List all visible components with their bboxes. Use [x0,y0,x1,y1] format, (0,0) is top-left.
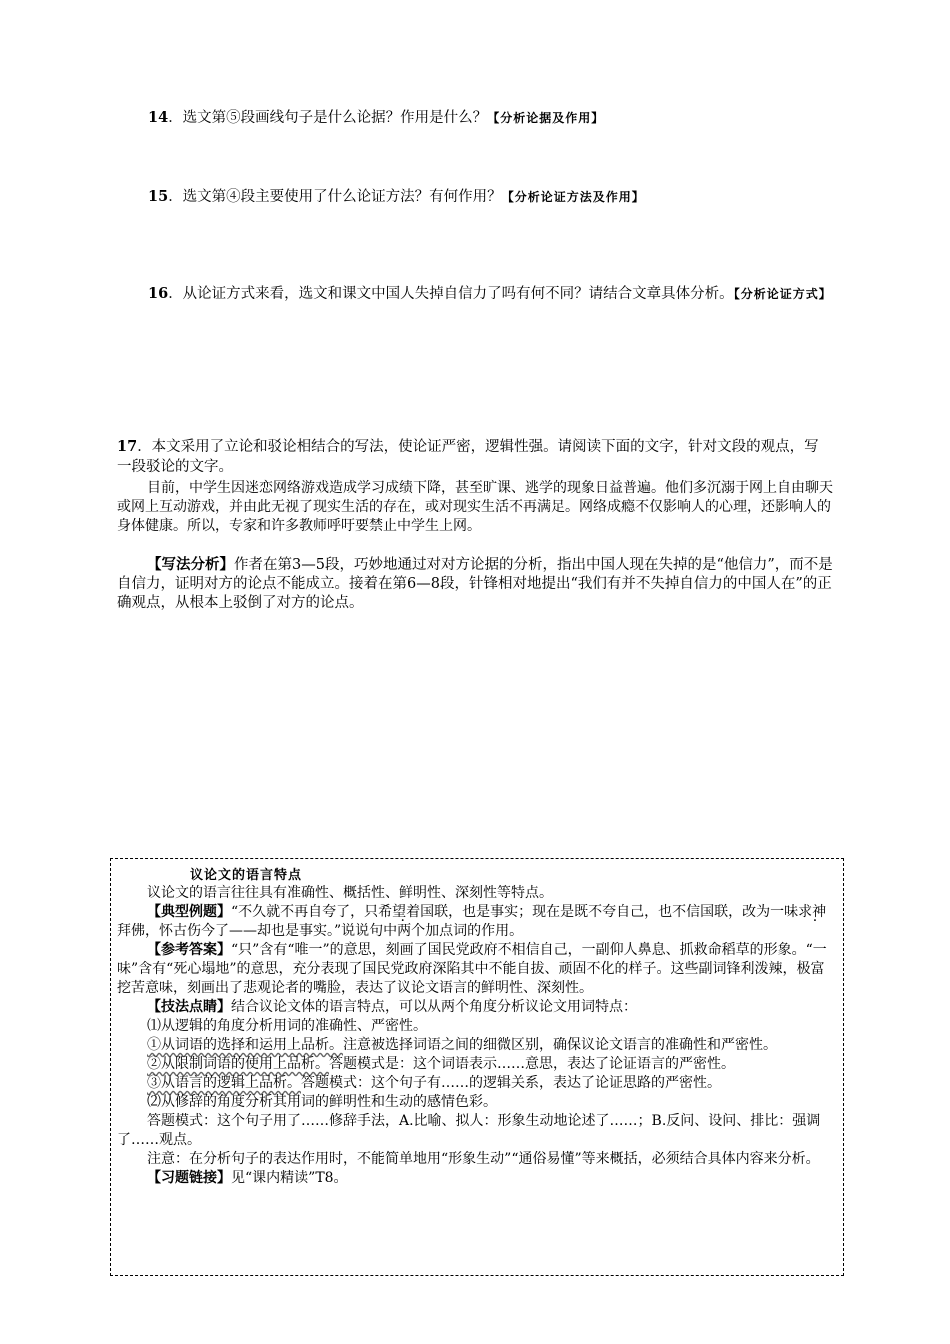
typical-example [117,903,837,941]
question-14-number: 14 [148,109,169,126]
question-15 [148,187,645,207]
question-17-number: 17 [117,438,138,455]
tip-2: ⑵从修辞的角度分析其用词的鲜明性和生动的感情色彩。 [147,1094,497,1110]
tip-1a-rest: 注意被选择词语之间的细微区别，确保议论文语言的准确性和严密性。 [343,1037,777,1053]
link-text: 见“课内精读”T8。 [231,1170,348,1186]
box-intro: 议论文的语言往往具有准确性、概括性、鲜明性、深刻性等特点。 [147,885,553,901]
example-text-b: 希望着国联，也是事实；现在是既不夸自己，也不信国联，改为 [378,904,771,920]
tip-1c [117,1074,837,1093]
tip-1b [117,1055,837,1074]
question-15-text: ．选文第④段主要使用了什么论证方法？有何作用？ [168,189,502,205]
tips-text: 结合议论文体的语言特点，可以从两个角度分析议论文用词特点： [231,999,637,1015]
question-17-text: ．本文采用了立论和驳论相结合的写法，使论证严密，逻辑性强。请阅读下面的文字，针对文段的观点，写一段驳论的文字。 [117,439,819,475]
exercise-link [117,1169,837,1188]
question-15-number: 15 [148,188,169,205]
dotted-word-1: 只 · [364,904,378,920]
question-14-tag: 【分析论据及作用】 [487,111,605,125]
technique-tips [117,998,837,1017]
tip-1a-head: ①从词语的选择和运用上品析。 [147,1037,343,1053]
question-17 [117,437,833,477]
tip-2-mode: 答题模式：这个句子用了……修辞手法，A.比喻、拟人：形象生动地论述了……；B.反问、设问、排比：强调了……观点。 [117,1113,821,1148]
passage-text: 目前，中学生因迷恋网络游戏造成学习成绩下降，甚至旷课、逃学的现象日益普遍。他们多沉溺于网上自由聊天或网上互动游戏，并由此无视了现实生活的存在，或对现实生活不再满足。网络成瘾不仅影响人的心理，还影响人的身体健康。所以，专家和许多教师呼吁要禁止中学生上网。 [117,480,833,534]
question-16-number: 16 [148,285,169,302]
example-text-a: “不久就不再自夸了， [231,904,365,920]
tip-1c-rest: 答题模式：这个句子有……的逻辑关系，表达了论证思路的严密性。 [301,1075,721,1091]
answer-label: 【参考答案】 [147,942,231,958]
example-label: 【典型例题】 [147,904,231,920]
tip-1c-head: ③从语言的逻辑上品析。 [147,1075,301,1091]
question-16-tag: 【分析论证方式】 [733,287,832,301]
question-14-text: ．选文第⑤段画线句子是什么论据？作用是什么？ [168,110,488,126]
example-text-c: 求神拜佛，怀古伤今了——却也是事实。”说说句中两个加点词的作用。 [117,904,827,939]
writing-analysis [117,555,833,613]
tip-1b-rest: 答题模式是：这个词语表示……意思，表达了论证语言的严密性。 [329,1056,735,1072]
tips-label: 【技法点睛】 [147,999,231,1015]
writing-analysis-text: 作者在第3—5段，巧妙地通过对对方论据的分析，指出中国人现在失掉的是“他信力”，而不是自信力，证明对方的论点不能成立。接着在第6—8段，针锋相对地提出“我们有并不失掉自信力的中国人在”的正确观点，从根本上驳倒了对方的论点。 [117,557,833,611]
question-16 [117,284,833,304]
dotted-word-2: 一味 · [770,904,798,920]
tip-1a [117,1036,837,1055]
box-content [117,884,837,1188]
reading-passage [117,479,833,536]
answer-text: “只”含有“唯一”的意思，刻画了国民党政府不相信自己，一副仰人鼻息、抓救命稻草的形象。“一味”含有“死心塌地”的意思，充分表现了国民党政府深陷其中不能自拔、顽固不化的样子。这些副词锋利泼辣，极富挖苦意味，刻画出了悲观论者的嘴脸，表达了议论文语言的鲜明性、深刻性。 [117,942,827,996]
question-16-text: ．从论证方式来看，选文和课文中国人失掉自信力了吗有何不同？请结合文章具体分析。 [168,286,734,302]
tip-1b-head: ②从限制词语的使用上品析。 [147,1056,329,1072]
question-15-tag: 【分析论证方法及作用】 [501,190,645,204]
reference-answer [117,941,837,998]
box-title: 议论文的语言特点 [190,868,303,883]
link-label: 【习题链接】 [147,1170,231,1186]
tip-1: ⑴从逻辑的角度分析用词的准确性、严密性。 [147,1018,427,1034]
question-14 [148,108,604,128]
note: 注意：在分析句子的表达作用时，不能简单地用“形象生动”“通俗易懂”等来概括，必须结合具体内容来分析。 [147,1151,820,1167]
writing-analysis-label: 【写法分析】 [147,556,234,573]
